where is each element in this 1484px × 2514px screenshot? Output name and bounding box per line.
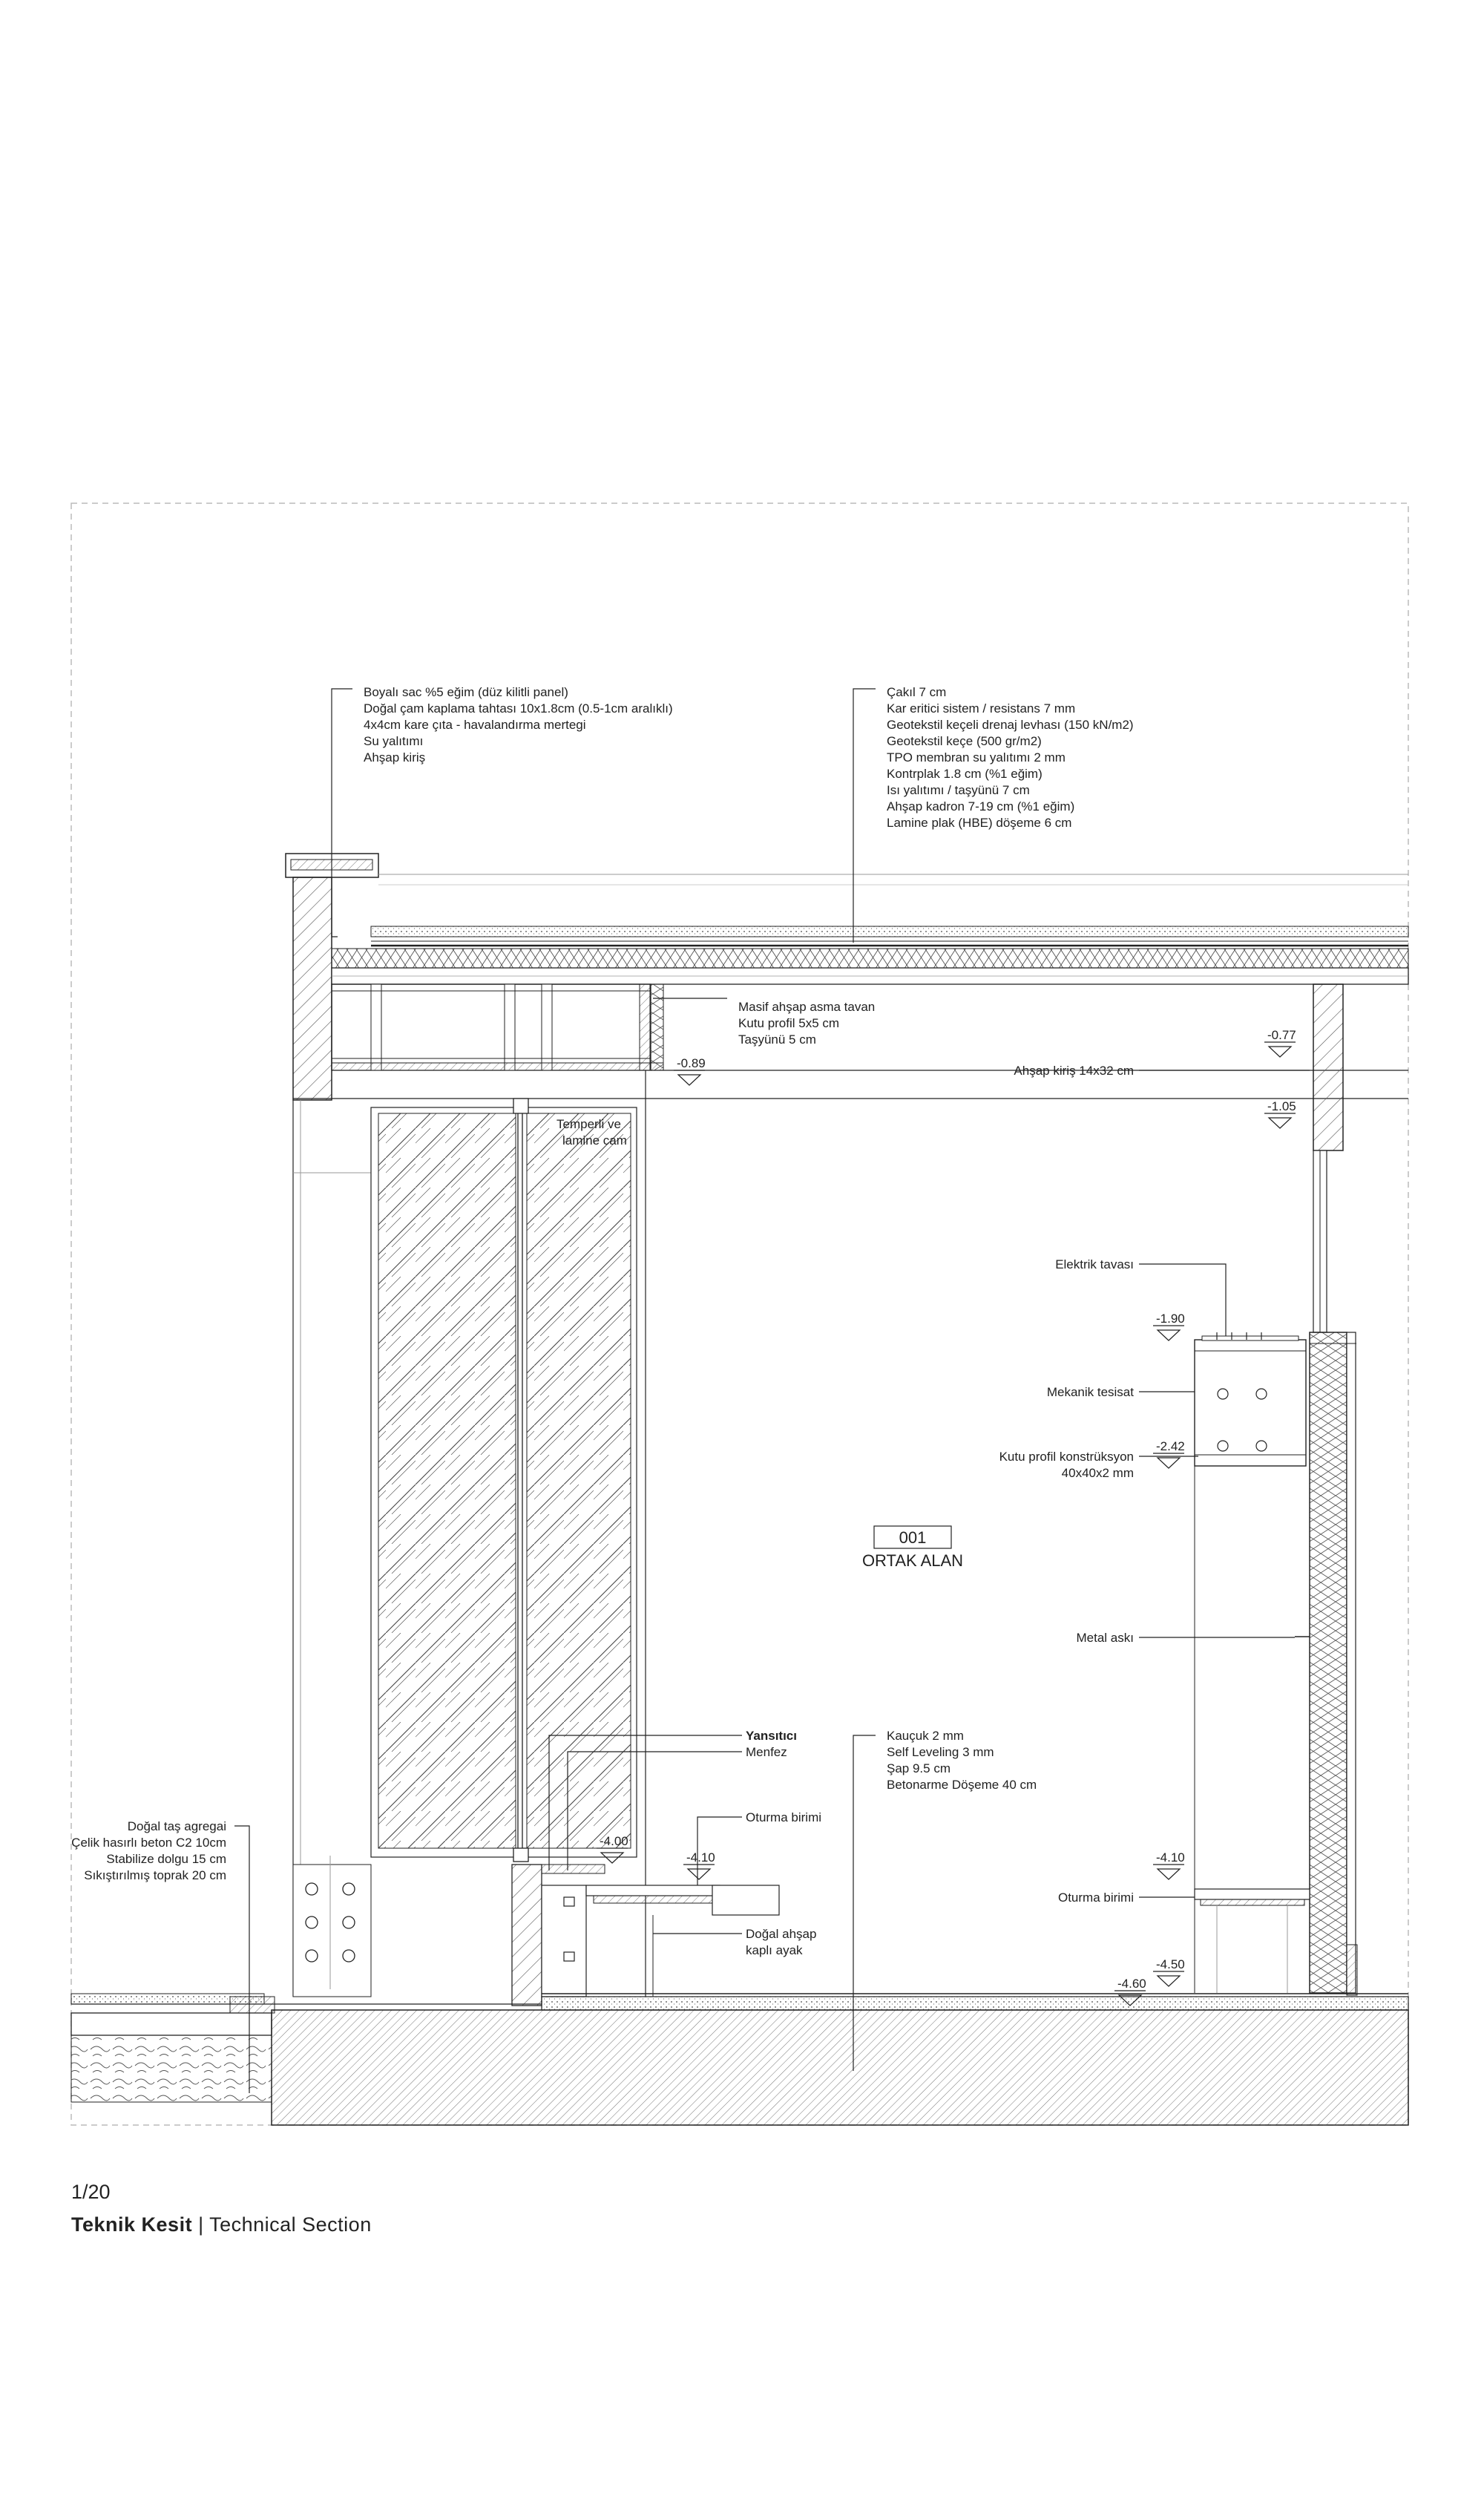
- level-marker-089: [674, 1056, 706, 1085]
- note-metal-hanger: Metal askı: [1076, 1631, 1134, 1645]
- svg-text:Kutu profil konstrüksyon: Kutu profil konstrüksyon: [999, 1450, 1134, 1464]
- note-vent: Menfez: [746, 1745, 787, 1759]
- svg-text:TPO membran su yalıtımı 2 mm: TPO membran su yalıtımı 2 mm: [887, 750, 1066, 765]
- note-ceiling: [738, 1000, 875, 1047]
- svg-text:4x4cm kare çıta - havalandırma: 4x4cm kare çıta - havalandırma mertegi: [364, 718, 586, 732]
- svg-text:-0.89: -0.89: [677, 1056, 706, 1070]
- svg-text:Kutu profil 5x5 cm: Kutu profil 5x5 cm: [738, 1016, 840, 1030]
- level-marker-400: [597, 1834, 628, 1863]
- note-roof-build-up: [887, 685, 1134, 830]
- svg-text:-0.77: -0.77: [1267, 1028, 1296, 1042]
- svg-text:Boyalı sac %5 eğim (düz kilitl: Boyalı sac %5 eğim (düz kilitli panel): [364, 685, 568, 699]
- level-marker-190: [1153, 1312, 1185, 1341]
- svg-text:40x40x2 mm: 40x40x2 mm: [1061, 1466, 1134, 1480]
- svg-text:Taşyünü 5 cm: Taşyünü 5 cm: [738, 1032, 816, 1047]
- svg-text:Ahşap kadron 7-19 cm (%1 eğim): Ahşap kadron 7-19 cm (%1 eğim): [887, 799, 1075, 814]
- svg-text:Doğal ahşap: Doğal ahşap: [746, 1927, 817, 1941]
- drawing-title: [71, 2213, 372, 2236]
- svg-text:-1.05: -1.05: [1267, 1099, 1296, 1113]
- svg-text:Stabilize dolgu 15 cm: Stabilize dolgu 15 cm: [106, 1852, 226, 1866]
- level-marker-077: [1264, 1028, 1296, 1057]
- svg-text:Şap 9.5 cm: Şap 9.5 cm: [887, 1761, 951, 1775]
- level-marker-410-left: [683, 1850, 715, 1879]
- note-ground: [71, 1819, 226, 1882]
- room-number: 001: [899, 1528, 927, 1547]
- note-box-profile: [999, 1450, 1134, 1480]
- svg-text:-4.50: -4.50: [1156, 1957, 1185, 1971]
- svg-text:Çelik hasırlı beton C2 10cm: Çelik hasırlı beton C2 10cm: [71, 1836, 226, 1850]
- svg-text:Doğal çam kaplama tahtası 10x1: Doğal çam kaplama tahtası 10x1.8cm (0.5-1cm aralıklı): [364, 701, 673, 716]
- note-wood-leg: [746, 1927, 816, 1957]
- svg-text:Kar eritici sistem / resistans: Kar eritici sistem / resistans 7 mm: [887, 701, 1076, 716]
- svg-text:-1.90: -1.90: [1156, 1312, 1185, 1326]
- svg-text:Kauçuk 2 mm: Kauçuk 2 mm: [887, 1729, 964, 1743]
- note-seating-left: Oturma birimi: [746, 1810, 822, 1824]
- svg-text:lamine cam: lamine cam: [562, 1133, 627, 1148]
- level-marker-242: [1153, 1439, 1185, 1468]
- svg-text:Geotekstil keçeli drenaj levha: Geotekstil keçeli drenaj levhası (150 kN/m2): [887, 718, 1134, 732]
- svg-text:Doğal taş agregai: Doğal taş agregai: [127, 1819, 226, 1833]
- left-facade: [293, 1070, 779, 2006]
- room-name: ORTAK ALAN: [861, 1551, 964, 1570]
- svg-text:Self Leveling 3 mm: Self Leveling 3 mm: [887, 1745, 994, 1759]
- drawing-title-tr: Teknik Kesit: [71, 2213, 193, 2236]
- level-marker-450: [1153, 1957, 1185, 1986]
- svg-text:Temperli ve: Temperli ve: [556, 1117, 621, 1131]
- svg-text:Isı yalıtımı / taşyünü 7 cm: Isı yalıtımı / taşyünü 7 cm: [887, 783, 1030, 797]
- sheet-frame: [71, 503, 1408, 2125]
- svg-text:-4.10: -4.10: [686, 1850, 715, 1865]
- floor-assembly: [71, 1994, 1408, 2125]
- svg-text:-4.10: -4.10: [1156, 1850, 1185, 1865]
- right-wall: [1195, 1150, 1357, 1995]
- note-roof-edge: [364, 685, 673, 765]
- svg-text:Ahşap kiriş: Ahşap kiriş: [364, 750, 426, 765]
- level-marker-410-right: [1153, 1850, 1185, 1879]
- note-seating-right: Oturma birimi: [1057, 1891, 1134, 1905]
- drawing-scale: 1/20: [71, 2181, 111, 2203]
- note-floor-build-up: [887, 1729, 1037, 1792]
- svg-text:Masif ahşap asma tavan: Masif ahşap asma tavan: [738, 1000, 876, 1014]
- svg-text:Sıkıştırılmış toprak 20 cm: Sıkıştırılmış toprak 20 cm: [84, 1868, 226, 1882]
- svg-text:Lamine plak (HBE) döşeme 6 cm: Lamine plak (HBE) döşeme 6 cm: [887, 816, 1072, 830]
- note-beam: Ahşap kiriş 14x32 cm: [1014, 1064, 1134, 1078]
- note-mechanical: Mekanik tesisat: [1046, 1385, 1134, 1399]
- svg-text:Kontrplak 1.8 cm (%1 eğim): Kontrplak 1.8 cm (%1 eğim): [887, 767, 1043, 781]
- svg-text:Çakıl 7 cm: Çakıl 7 cm: [887, 685, 947, 699]
- svg-text:Su yalıtımı: Su yalıtımı: [364, 734, 424, 748]
- title-separator: |: [192, 2213, 210, 2236]
- room-tag: [862, 1526, 963, 1570]
- drawing-title-en: Technical Section: [209, 2213, 372, 2236]
- svg-text:-2.42: -2.42: [1156, 1439, 1185, 1453]
- svg-text:kaplı ayak: kaplı ayak: [746, 1943, 803, 1957]
- svg-text:-4.60: -4.60: [1117, 1977, 1146, 1991]
- note-reflector: Yansıtıcı: [746, 1729, 797, 1743]
- note-electric-tray: Elektrik tavası: [1055, 1257, 1134, 1271]
- svg-text:Geotekstil keçe (500 gr/m2): Geotekstil keçe (500 gr/m2): [887, 734, 1042, 748]
- svg-text:-4.00: -4.00: [600, 1834, 628, 1848]
- svg-text:Betonarme Döşeme 40 cm: Betonarme Döşeme 40 cm: [887, 1778, 1037, 1792]
- level-marker-105: [1264, 1099, 1296, 1128]
